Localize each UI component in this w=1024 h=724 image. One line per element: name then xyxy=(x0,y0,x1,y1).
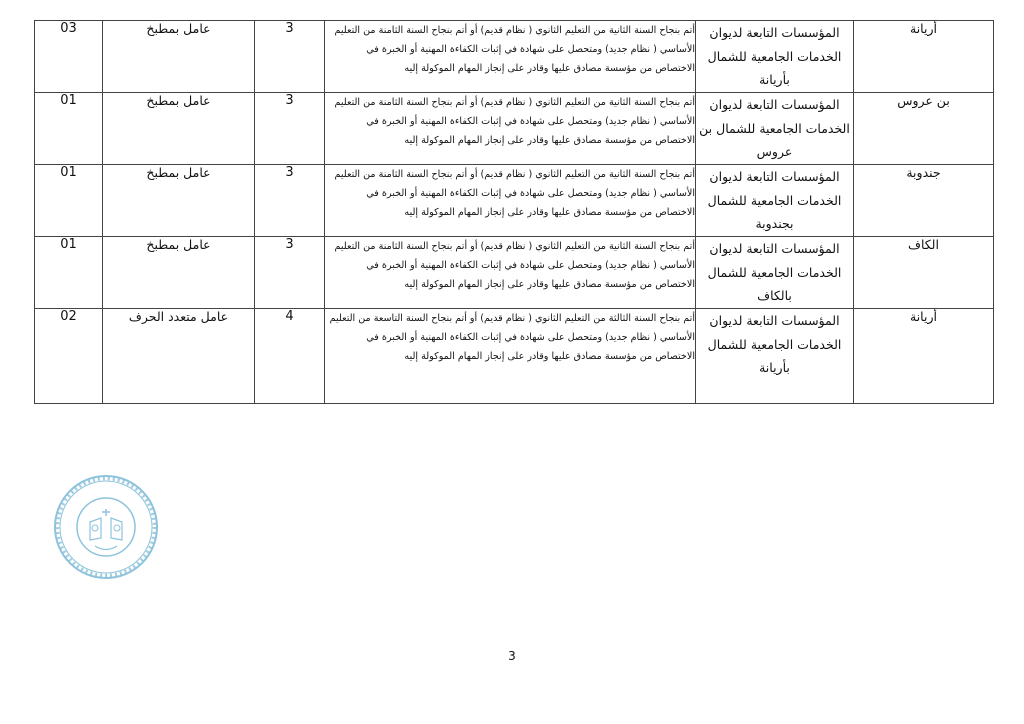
cell-institution: المؤسسات التابعة لديوان الخدمات الجامعية للشمال بن عروس xyxy=(696,93,854,165)
cell-location: الكاف xyxy=(854,237,994,309)
cell-location: بن عروس xyxy=(854,93,994,165)
cell-number: 02 xyxy=(35,309,103,404)
cell-count: 4 xyxy=(255,309,325,404)
table-row xyxy=(35,21,994,93)
cell-number: 01 xyxy=(35,93,103,165)
cell-qualification: أتم بنجاح السنة الثانية من التعليم الثانوي ( نظام قديم) أو أتم بنجاح السنة الثامنة من التعليم الأساسي ( نظام جديد) ومتحصل على شهادة في إثبات الكفاءة المهنية أو الخبرة في الاختصاص من مؤسسة مصادق عليها وقادر على إنجاز المهام الموكولة إليه xyxy=(325,93,696,165)
cell-job-title: عامل بمطبخ xyxy=(103,237,255,309)
cell-institution: المؤسسات التابعة لديوان الخدمات الجامعية للشمال بأريانة xyxy=(696,309,854,404)
cell-count: 3 xyxy=(255,93,325,165)
cell-qualification: أتم بنجاح السنة الثانية من التعليم الثانوي ( نظام قديم) أو أتم بنجاح السنة الثامنة من التعليم الأساسي ( نظام جديد) ومتحصل على شهادة في إثبات الكفاءة المهنية أو الخبرة في الاختصاص من مؤسسة مصادق عليها وقادر على إنجاز المهام الموكولة إليه xyxy=(325,237,696,309)
cell-count: 3 xyxy=(255,237,325,309)
page-number: 3 xyxy=(508,649,516,663)
cell-qualification: أتم بنجاح السنة الثالثة من التعليم الثانوي ( نظام قديم) أو أتم بنجاح السنة التاسعة من التعليم الأساسي ( نظام جديد) ومتحصل على شهادة في إثبات الكفاءة المهنية أو الخبرة في الاختصاص من مؤسسة مصادق عليها وقادر على إنجاز المهام الموكولة إليه xyxy=(325,309,696,404)
official-seal-icon xyxy=(53,474,159,580)
table-row xyxy=(35,165,994,237)
cell-count: 3 xyxy=(255,165,325,237)
positions-table xyxy=(34,20,994,404)
cell-qualification: أتم بنجاح السنة الثانية من التعليم الثانوي ( نظام قديم) أو أتم بنجاح السنة الثامنة من التعليم الأساسي ( نظام جديد) ومتحصل على شهادة في إثبات الكفاءة المهنية أو الخبرة في الاختصاص من مؤسسة مصادق عليها وقادر على إنجاز المهام الموكولة إليه xyxy=(325,21,696,93)
cell-institution: المؤسسات التابعة لديوان الخدمات الجامعية للشمال بالكاف xyxy=(696,237,854,309)
cell-location: جندوبة xyxy=(854,165,994,237)
cell-number: 01 xyxy=(35,237,103,309)
cell-institution: المؤسسات التابعة لديوان الخدمات الجامعية للشمال بجندوبة xyxy=(696,165,854,237)
cell-job-title: عامل بمطبخ xyxy=(103,93,255,165)
cell-job-title: عامل بمطبخ xyxy=(103,21,255,93)
cell-location: أريانة xyxy=(854,309,994,404)
cell-institution: المؤسسات التابعة لديوان الخدمات الجامعية للشمال بأريانة xyxy=(696,21,854,93)
cell-count: 3 xyxy=(255,21,325,93)
cell-location: أريانة xyxy=(854,21,994,93)
cell-qualification: أتم بنجاح السنة الثانية من التعليم الثانوي ( نظام قديم) أو أتم بنجاح السنة الثامنة من التعليم الأساسي ( نظام جديد) ومتحصل على شهادة في إثبات الكفاءة المهنية أو الخبرة في الاختصاص من مؤسسة مصادق عليها وقادر على إنجاز المهام الموكولة إليه xyxy=(325,165,696,237)
table-row xyxy=(35,309,994,404)
table-row xyxy=(35,93,994,165)
cell-number: 03 xyxy=(35,21,103,93)
cell-job-title: عامل بمطبخ xyxy=(103,165,255,237)
cell-number: 01 xyxy=(35,165,103,237)
table-row xyxy=(35,237,994,309)
cell-job-title: عامل متعدد الحرف xyxy=(103,309,255,404)
